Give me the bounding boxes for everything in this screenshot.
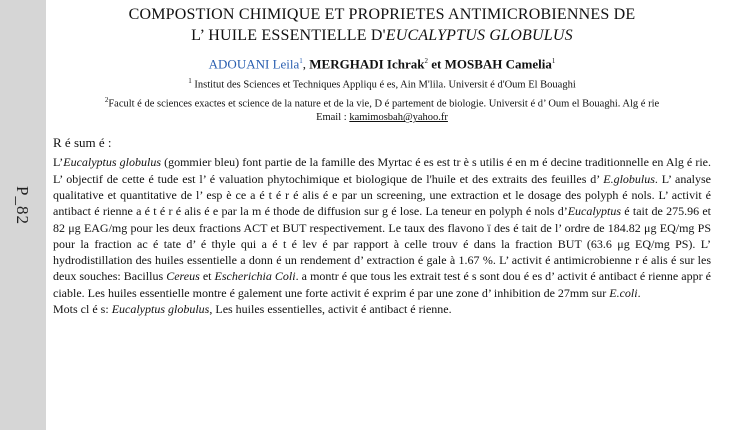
abstract-part: . a montr é que tous les extrait test é s sont dou é es d’ activit é antibact é rienne appr é ciable. Les huiles essentielle montre é galement une forte activit é exprim é par une zone d’ inhibition de 27mm sur [53, 269, 711, 300]
title-line-2 [53, 25, 711, 46]
author-3-sup: 1 [551, 57, 556, 65]
abstract-part: L’ [53, 155, 64, 170]
title-line-1: COMPOSTION CHIMIQUE ET PROPRIETES ANTIMICROBIENNES DE [128, 6, 636, 23]
email-label: Email : [316, 112, 347, 124]
abstract-part: (gommier bleu) font partie de la famille des Myrtac é es est tr è s utilis é en m é decine traditionnelle en Alg é rie. L’ objectif de cette é tude est l’ é valuation phytochimique et biologique de l'huile et des extraits des feuilles d’ [53, 155, 711, 186]
page-sidebar [0, 0, 46, 430]
keywords-rest: , Les huiles essentielles, activit é antibact é rienne. [209, 302, 452, 316]
author-1-sup: 1 [299, 57, 303, 65]
abstract-species-short: E.globulus [603, 171, 655, 186]
author-conj: et [431, 56, 442, 72]
abstract-part: . [637, 285, 641, 300]
title-line-2-prefix: L’ HUILE ESSENTIELLE D' [191, 27, 386, 44]
title-species: EUCALYPTUS GLOBULUS [385, 27, 573, 44]
page-code: P_82 [13, 186, 32, 225]
author-2: MERGHADI Ichrak [309, 56, 425, 72]
abstract-cereus: Cereus [166, 269, 200, 284]
author-3: MOSBAH Camelia [444, 56, 552, 72]
keywords-line [53, 301, 711, 317]
affiliation-2 [53, 93, 711, 112]
abstract-species: Eucalyptus globulus [63, 155, 161, 170]
affiliation-1 [53, 74, 711, 93]
abstract-heading: R é sum é : [53, 135, 112, 151]
author-2-sup: 2 [424, 57, 428, 65]
abstract-species-2: Eucalyptus [567, 204, 622, 219]
email-line [53, 111, 711, 125]
abstract-ecoli: Escherichia Coli [214, 269, 296, 284]
author-1: ADOUANI Leila [208, 56, 300, 72]
abstract-ecoli-2: E.coli [609, 285, 638, 300]
email-link[interactable]: kamimosbah@yahoo.fr [349, 112, 448, 124]
paper-content [53, 0, 711, 317]
abstract-part: . L’ analyse qualitative et quantitative de l’ esp è ce a é t é r é alis é e par un screening, une extraction et le dosage des polyph é nols. L’ activit é antibact é rienne a é t é r é alis é e par la m é thode de diffusion sur g é lose. La teneur en polyph é nols d’ [53, 171, 711, 219]
author-list: ADOUANI Leila$^1$, MERGHADI Ichrak$^2$ et MOSBAH Camelia$^1$ [208, 56, 556, 72]
abstract-part: é tait de 275.96 et 82 μg EAG/mg pour les deux fractions ACT et BUT respectivement. Le taux des flavono ï des é tait de l’ ordre de 184.82 μg EQ/mg PS pour la fraction ac é tate d’ é thyle qui a é t é lev é par rapport à celle trouv é dans la fraction BUT (63.6 μg EQ/mg PS). L’ hydrodistillation des huiles essentielle a donn é un rendement d’ extraction é gale à 1.67 %. L’ activit é antimicrobienne r é alis é sur les deux souches: Bacillus [53, 204, 711, 284]
abstract-body [53, 154, 711, 301]
keywords-label: Mots cl é s [53, 302, 106, 316]
paper-title [53, 4, 711, 46]
keyword-1: Eucalyptus globulus [111, 302, 210, 316]
abstract-part: et [199, 269, 215, 284]
keywords-colon: : [105, 302, 112, 316]
affiliation-1-sup: 1 [188, 77, 192, 86]
affiliation-2-sup: 2 [104, 95, 109, 104]
affiliations [53, 74, 711, 125]
affiliation-2-text: Facult é de sciences exactes et science de la nature et de la vie, D é partement de biologie. Universit é d’ Oum el Bouaghi. Alg é rie [108, 98, 660, 110]
affiliation-1-text: Institut des Sciences et Techniques Appliqu é es, Ain M'lila. Universit é d'Oum El Bouaghi [194, 79, 576, 91]
